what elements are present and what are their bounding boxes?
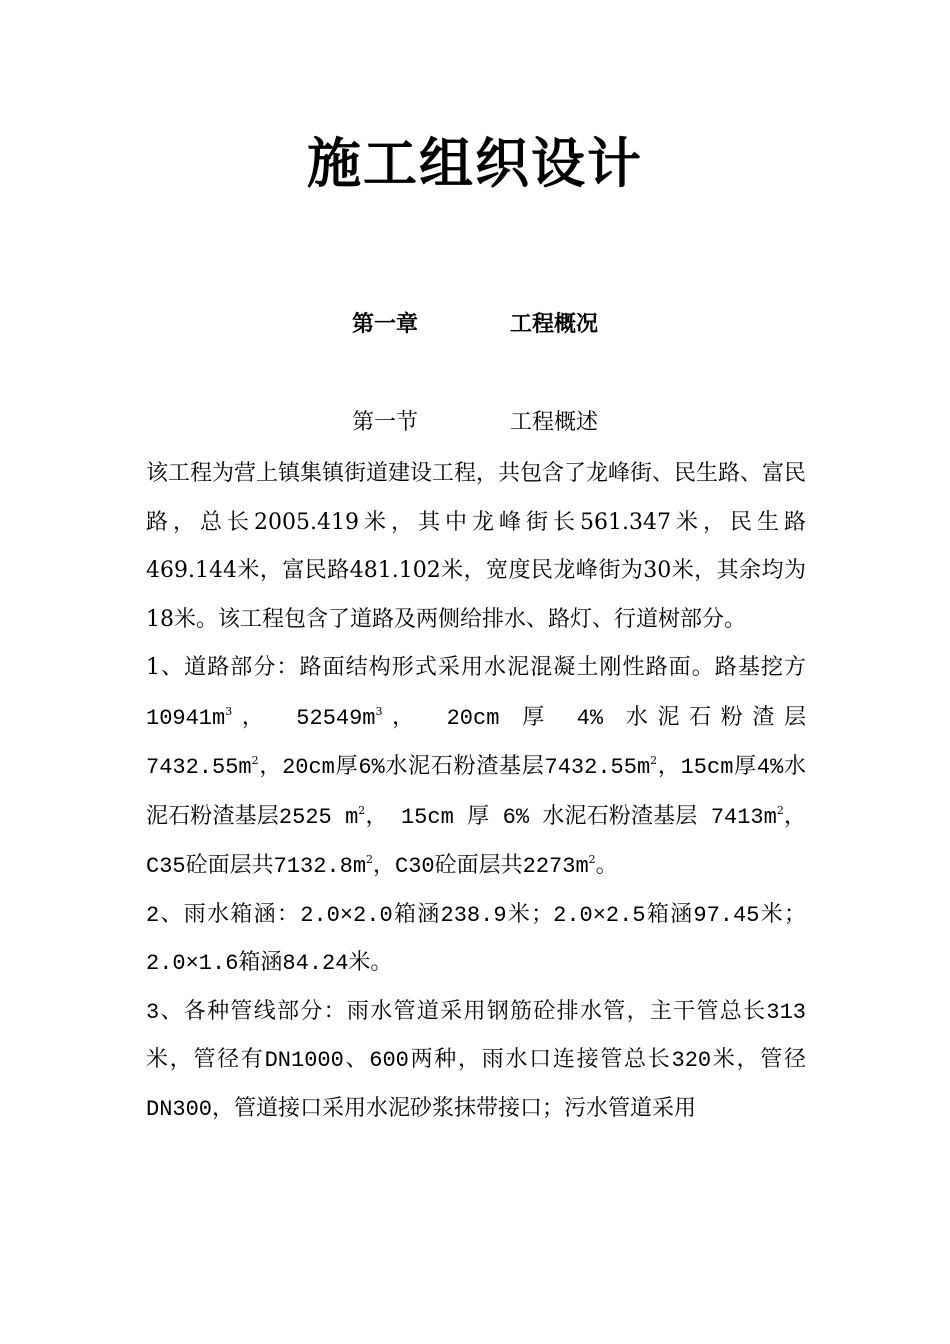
unit-exponent: 2 [650, 754, 658, 767]
chapter-heading [0, 308, 950, 340]
section-number: 第一节 [351, 410, 418, 435]
section-heading [0, 406, 950, 440]
culvert-paragraph: 2、雨水箱涵：2.0×2.0箱涵238.9米；2.0×2.5箱涵97.45米；2.0×1.6箱涵84.24米。 [146, 902, 806, 976]
unit-exponent: 2 [776, 803, 784, 817]
road-paragraph [146, 644, 806, 892]
road-layer-3: ，15cm厚4%水泥石粉渣基层2525 m [146, 755, 806, 830]
road-fill-1: 10941m [146, 705, 226, 731]
road-layer-6: ，C30砼面层共2273m [373, 854, 589, 879]
unit-exponent: 2 [366, 853, 374, 866]
road-layer-4: ， 15cm 厚 6% 水泥石粉渣基层 7413m [365, 804, 777, 830]
road-layer-5: ，C35砼面层共7132.8m [146, 804, 806, 879]
road-end: 。 [595, 853, 618, 878]
pipeline-paragraph: 3、各种管线部分：雨水管道采用钢筋砼排水管，主干管总长313米，管径有DN1000、600两种，雨水口连接管总长320米，管径DN300，管道接口采用水泥砂浆抹带接口；污水管道采用 [146, 999, 806, 1122]
unit-exponent: 3 [375, 704, 383, 718]
section-name: 工程概述 [510, 410, 599, 435]
unit-exponent: 3 [225, 704, 233, 718]
road-layer-1: 20cm 厚 4% 水泥石粉渣层 7432.55m [146, 705, 806, 780]
road-layer-2: ，20cm厚6%水泥石粉渣基层7432.55m [258, 755, 651, 780]
road-lead: 1、道路部分：路面结构形式采用水泥混凝土刚性路面。路基挖方 [146, 655, 806, 680]
unit-exponent: 2 [588, 853, 596, 866]
unit-exponent: 2 [358, 803, 366, 817]
document-title: 施工组织设计 [307, 131, 643, 195]
unit-exponent: 2 [251, 754, 259, 767]
chapter-number: 第一章 [351, 311, 418, 337]
road-separator: ， [232, 704, 274, 730]
road-fill-2: 52549m [273, 705, 376, 731]
road-separator: ， [382, 704, 424, 730]
chapter-name: 工程概况 [510, 311, 599, 337]
overview-paragraph: 该工程为营上镇集镇街道建设工程，共包含了龙峰街、民生路、富民路，总长2005.419米，其中龙峰街长561.347米，民生路469.144米，富民路481.102米，宽度民龙峰街为30米，其余均为18米。该工程包含了道路及两侧给排水、路灯、行道树部分。 [146, 461, 807, 632]
body-text [146, 450, 806, 1134]
